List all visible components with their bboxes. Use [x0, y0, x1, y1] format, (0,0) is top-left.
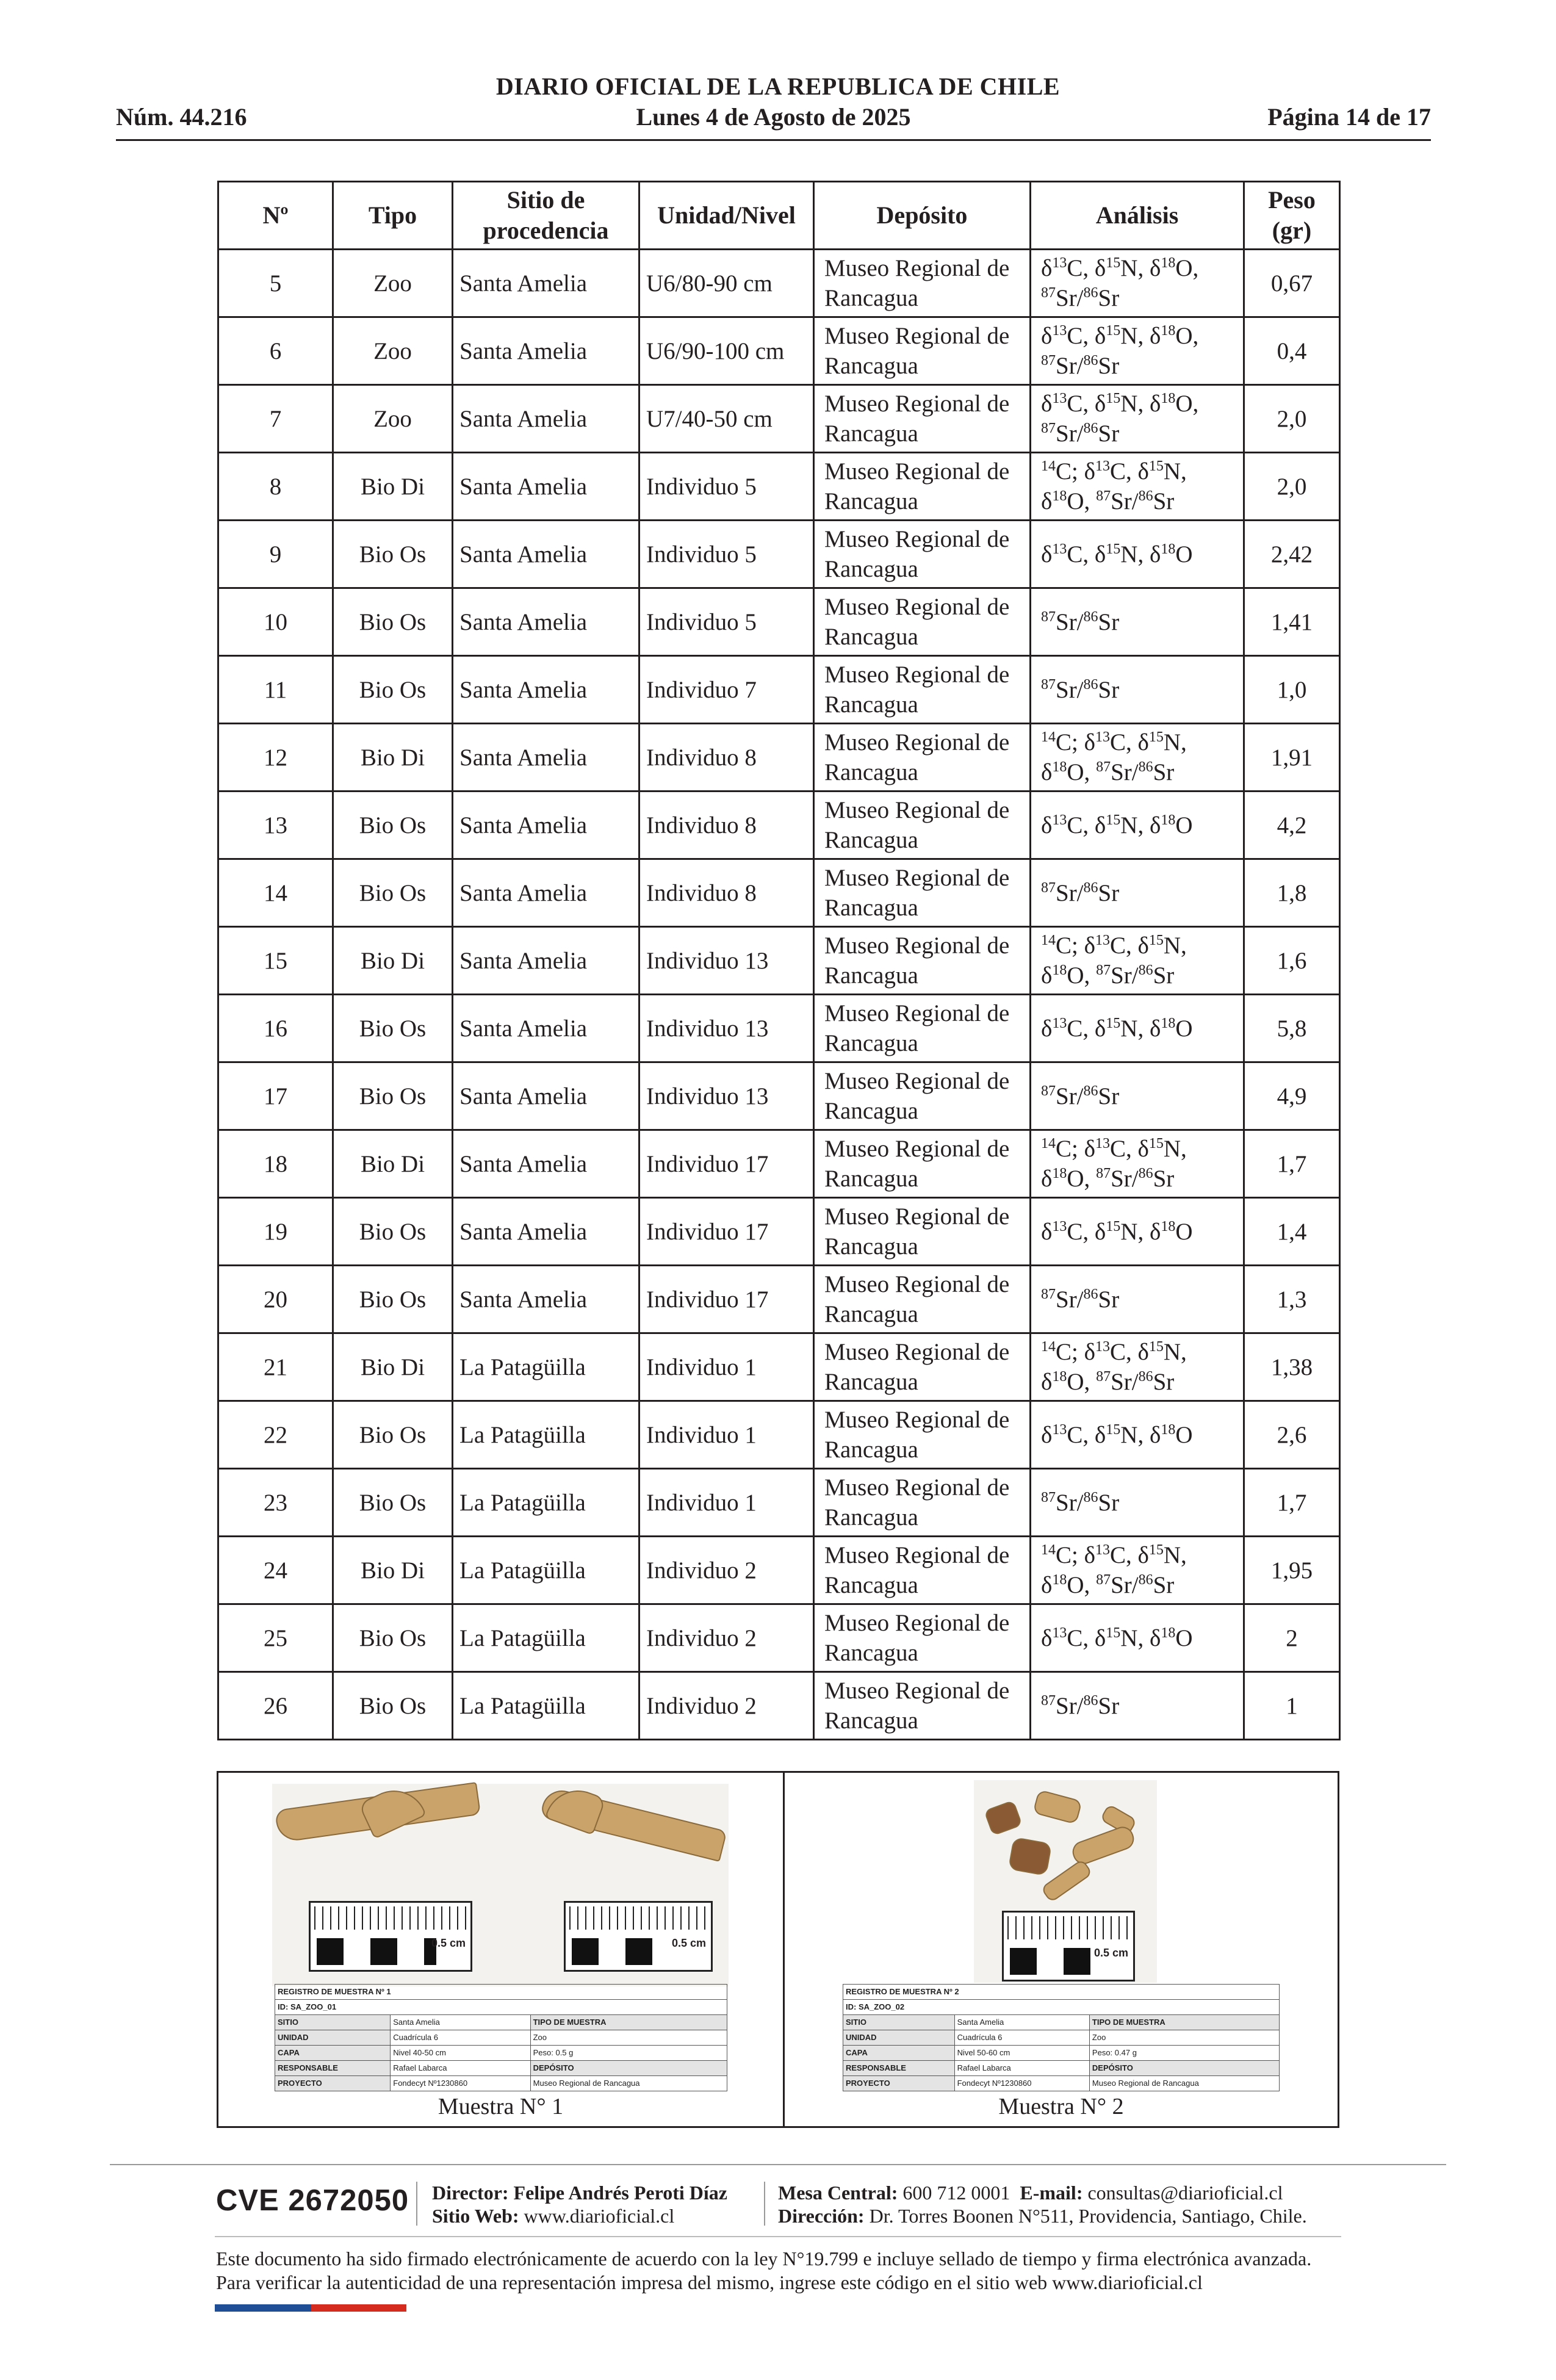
col-header-n: Nº [218, 182, 333, 250]
register-key: TIPO DE MUESTRA [530, 2015, 727, 2030]
register-key: DEPÓSITO [530, 2061, 727, 2076]
sample-photos [217, 1771, 1339, 2128]
sample-photo-2 [974, 1780, 1157, 1983]
cell-sitio: Santa Amelia [453, 927, 639, 995]
cell-unidad: Individuo 8 [639, 724, 814, 792]
website-link[interactable]: www.diarioficial.cl [524, 2205, 675, 2227]
register-value: Santa Amelia [391, 2015, 530, 2030]
table-row [218, 1130, 1340, 1198]
register-key: SITIO [275, 2015, 391, 2030]
table-row [218, 1537, 1340, 1604]
phone-number: 600 712 0001 [902, 2182, 1010, 2204]
cell-analisis: $\delta^{13}C$, $\delta^{15}N$, $\delta^{18}O$, $^{87}$Sr/$^{86}$Sr [1031, 317, 1244, 385]
cell-analisis: $^{87}$Sr/$^{86}$Sr [1031, 859, 1244, 927]
cell-unidad: Individuo 2 [639, 1604, 814, 1672]
cell-n: 25 [218, 1604, 333, 1672]
cell-deposito: Museo Regional de Rancagua [814, 859, 1031, 927]
address-value: Dr. Torres Boonen N°511, Providencia, Santiago, Chile. [869, 2205, 1307, 2227]
cell-sitio: Santa Amelia [453, 521, 639, 588]
register-value: Zoo [530, 2030, 727, 2046]
director-label: Director: [432, 2182, 509, 2204]
cell-analisis: $^{14}$C; $\delta^{13}C$, $\delta^{15}N$, $\delta^{18}O$, $^{87}$Sr/$^{86}$Sr [1031, 1333, 1244, 1401]
cell-n: 18 [218, 1130, 333, 1198]
cell-analisis: $\delta^{13}C$, $\delta^{15}N$, $\delta^{18}O$ [1031, 995, 1244, 1062]
table-row [218, 792, 1340, 859]
cell-deposito: Museo Regional de Rancagua [814, 521, 1031, 588]
cell-tipo: Bio Os [333, 1062, 453, 1130]
cell-peso: 1,7 [1244, 1469, 1340, 1537]
cell-tipo: Bio Os [333, 859, 453, 927]
cell-tipo: Bio Os [333, 1469, 453, 1537]
cell-n: 7 [218, 385, 333, 453]
cell-peso: 2,42 [1244, 521, 1340, 588]
table-row [218, 859, 1340, 927]
cell-sitio: Santa Amelia [453, 317, 639, 385]
cell-peso: 0,67 [1244, 250, 1340, 317]
cell-n: 8 [218, 453, 333, 521]
register-key: PROYECTO [843, 2076, 955, 2091]
cell-tipo: Bio Di [333, 1333, 453, 1401]
cell-analisis: $\delta^{13}C$, $\delta^{15}N$, $\delta^{18}O$, $^{87}$Sr/$^{86}$Sr [1031, 385, 1244, 453]
table-row [218, 656, 1340, 724]
cell-unidad: Individuo 8 [639, 792, 814, 859]
register-key: RESPONSABLE [843, 2061, 955, 2076]
sample-register-1 [275, 1984, 727, 2091]
cell-unidad: U7/40-50 cm [639, 385, 814, 453]
col-header-sitio: Sitio de procedencia [453, 182, 639, 250]
register-key: CAPA [275, 2046, 391, 2061]
cell-deposito: Museo Regional de Rancagua [814, 588, 1031, 656]
address-line [778, 2204, 1307, 2227]
cell-unidad: U6/80-90 cm [639, 250, 814, 317]
cell-analisis: $^{87}$Sr/$^{86}$Sr [1031, 588, 1244, 656]
footer-separator [416, 2182, 417, 2226]
cell-analisis: $\delta^{13}C$, $\delta^{15}N$, $\delta^{18}O$, $^{87}$Sr/$^{86}$Sr [1031, 250, 1244, 317]
sample-caption-1: Muestra N° 1 [438, 2094, 564, 2119]
table-row [218, 1401, 1340, 1469]
cell-sitio: La Patagüilla [453, 1604, 639, 1672]
cell-n: 5 [218, 250, 333, 317]
table-row [218, 453, 1340, 521]
cell-peso: 4,9 [1244, 1062, 1340, 1130]
cell-analisis: $\delta^{13}C$, $\delta^{15}N$, $\delta^{18}O$ [1031, 1604, 1244, 1672]
cell-unidad: Individuo 7 [639, 656, 814, 724]
cell-deposito: Museo Regional de Rancagua [814, 995, 1031, 1062]
col-header-tipo: Tipo [333, 182, 453, 250]
cell-n: 15 [218, 927, 333, 995]
cell-n: 12 [218, 724, 333, 792]
issue-number: Núm. 44.216 [116, 103, 247, 131]
cell-peso: 1,95 [1244, 1537, 1340, 1604]
cell-analisis: $\delta^{13}C$, $\delta^{15}N$, $\delta^{18}O$ [1031, 1401, 1244, 1469]
cell-n: 14 [218, 859, 333, 927]
cell-sitio: Santa Amelia [453, 792, 639, 859]
register-title: REGISTRO DE MUESTRA Nº 1 [275, 1985, 727, 2000]
cell-sitio: Santa Amelia [453, 250, 639, 317]
cell-tipo: Bio Os [333, 521, 453, 588]
flag-bar-blue [215, 2304, 311, 2312]
cell-n: 11 [218, 656, 333, 724]
cell-tipo: Zoo [333, 250, 453, 317]
samples-table [217, 181, 1341, 1740]
register-value: Fondecyt Nº1230860 [954, 2076, 1089, 2091]
cell-n: 22 [218, 1401, 333, 1469]
cell-tipo: Zoo [333, 385, 453, 453]
cell-unidad: Individuo 1 [639, 1333, 814, 1401]
cell-sitio: Santa Amelia [453, 1266, 639, 1333]
table-row [218, 385, 1340, 453]
cell-unidad: Individuo 13 [639, 1062, 814, 1130]
cell-tipo: Bio Os [333, 1266, 453, 1333]
cell-tipo: Bio Di [333, 927, 453, 995]
cell-analisis: $^{87}$Sr/$^{86}$Sr [1031, 1266, 1244, 1333]
bone-fragment [1008, 1837, 1052, 1876]
director-name: Felipe Andrés Peroti Díaz [513, 2182, 727, 2204]
table-row [218, 317, 1340, 385]
cell-peso: 1,91 [1244, 724, 1340, 792]
cell-n: 10 [218, 588, 333, 656]
cell-deposito: Museo Regional de Rancagua [814, 1469, 1031, 1537]
cell-analisis: $^{87}$Sr/$^{86}$Sr [1031, 1062, 1244, 1130]
cve-code: CVE 2672050 [216, 2184, 409, 2217]
cell-n: 26 [218, 1672, 333, 1740]
cell-tipo: Bio Os [333, 995, 453, 1062]
cell-n: 13 [218, 792, 333, 859]
footer-rule [110, 2164, 1446, 2165]
cell-n: 19 [218, 1198, 333, 1266]
legal-notice: Este documento ha sido firmado electrónicamente de acuerdo con la ley N°19.799 e incluye sellado de tiempo y firma electrónica avanzada. Para verificar la autenticidad de una representación impresa del mismo, ingrese este código en el sitio web www.diarioficial.cl [216, 2248, 1312, 2293]
cell-sitio: Santa Amelia [453, 995, 639, 1062]
sample-caption-2: Muestra N° 2 [998, 2094, 1124, 2119]
cell-deposito: Museo Regional de Rancagua [814, 1333, 1031, 1401]
cell-unidad: Individuo 17 [639, 1130, 814, 1198]
cell-analisis: $^{14}$C; $\delta^{13}C$, $\delta^{15}N$, $\delta^{18}O$, $^{87}$Sr/$^{86}$Sr [1031, 453, 1244, 521]
cell-deposito: Museo Regional de Rancagua [814, 656, 1031, 724]
cell-tipo: Zoo [333, 317, 453, 385]
cell-deposito: Museo Regional de Rancagua [814, 1672, 1031, 1740]
cell-n: 16 [218, 995, 333, 1062]
cell-sitio: La Patagüilla [453, 1401, 639, 1469]
cell-tipo: Bio Di [333, 1130, 453, 1198]
cell-unidad: Individuo 1 [639, 1401, 814, 1469]
page-number: Página 14 de 17 [1267, 103, 1431, 131]
cell-analisis: $\delta^{13}C$, $\delta^{15}N$, $\delta^{18}O$ [1031, 1198, 1244, 1266]
cell-analisis: $^{87}$Sr/$^{86}$Sr [1031, 1469, 1244, 1537]
cell-sitio: Santa Amelia [453, 656, 639, 724]
cell-sitio: Santa Amelia [453, 724, 639, 792]
cell-analisis: $^{14}$C; $\delta^{13}C$, $\delta^{15}N$, $\delta^{18}O$, $^{87}$Sr/$^{86}$Sr [1031, 927, 1244, 995]
register-id: ID: SA_ZOO_02 [843, 2000, 1280, 2015]
cell-unidad: Individuo 17 [639, 1266, 814, 1333]
cell-deposito: Museo Regional de Rancagua [814, 453, 1031, 521]
register-value: Santa Amelia [954, 2015, 1089, 2030]
register-id: ID: SA_ZOO_01 [275, 2000, 727, 2015]
cell-unidad: Individuo 13 [639, 927, 814, 995]
email-label: E-mail: [1020, 2182, 1083, 2204]
cell-unidad: Individuo 13 [639, 995, 814, 1062]
table-row [218, 588, 1340, 656]
cell-deposito: Museo Regional de Rancagua [814, 317, 1031, 385]
cell-tipo: Bio Os [333, 1401, 453, 1469]
table-header-row [218, 182, 1340, 250]
cell-unidad: Individuo 2 [639, 1672, 814, 1740]
register-value: Zoo [1089, 2030, 1279, 2046]
cell-tipo: Bio Os [333, 588, 453, 656]
cell-peso: 2,0 [1244, 453, 1340, 521]
col-header-deposito: Depósito [814, 182, 1031, 250]
table-row [218, 995, 1340, 1062]
cell-sitio: Santa Amelia [453, 588, 639, 656]
header-row [116, 103, 1431, 137]
cell-deposito: Museo Regional de Rancagua [814, 1537, 1031, 1604]
bone-fragment [984, 1800, 1023, 1836]
cell-sitio: Santa Amelia [453, 1062, 639, 1130]
scale-bar-right [564, 1901, 713, 1972]
cell-peso: 2,0 [1244, 385, 1340, 453]
table-body [218, 250, 1340, 1740]
cell-peso: 1,4 [1244, 1198, 1340, 1266]
cell-unidad: Individuo 1 [639, 1469, 814, 1537]
table-row [218, 250, 1340, 317]
cell-tipo: Bio Os [333, 1604, 453, 1672]
cell-unidad: Individuo 17 [639, 1198, 814, 1266]
register-key: TIPO DE MUESTRA [1089, 2015, 1279, 2030]
cell-peso: 1,7 [1244, 1130, 1340, 1198]
cell-deposito: Museo Regional de Rancagua [814, 792, 1031, 859]
cell-sitio: La Patagüilla [453, 1672, 639, 1740]
table-row [218, 724, 1340, 792]
cell-sitio: La Patagüilla [453, 1537, 639, 1604]
cell-deposito: Museo Regional de Rancagua [814, 1266, 1031, 1333]
cell-unidad: Individuo 5 [639, 453, 814, 521]
table-row [218, 1266, 1340, 1333]
sample-panel-2 [785, 1773, 1338, 2126]
cell-deposito: Museo Regional de Rancagua [814, 1604, 1031, 1672]
register-value: Museo Regional de Rancagua [530, 2076, 727, 2091]
footer-rule-2 [215, 2236, 1341, 2237]
table-row [218, 1333, 1340, 1401]
address-label: Dirección: [778, 2205, 865, 2227]
cell-tipo: Bio Di [333, 724, 453, 792]
scale-label: 0.5 cm [431, 1937, 466, 1949]
cell-analisis: $^{87}$Sr/$^{86}$Sr [1031, 1672, 1244, 1740]
bone-fragment [1032, 1789, 1082, 1825]
cell-deposito: Museo Regional de Rancagua [814, 724, 1031, 792]
cell-sitio: La Patagüilla [453, 1333, 639, 1401]
cell-tipo: Bio Di [333, 1537, 453, 1604]
scale-label: 0.5 cm [671, 1937, 706, 1949]
director-line [432, 2181, 727, 2204]
cell-n: 6 [218, 317, 333, 385]
cell-n: 23 [218, 1469, 333, 1537]
cell-unidad: Individuo 2 [639, 1537, 814, 1604]
cell-tipo: Bio Os [333, 792, 453, 859]
register-value: Cuadrícula 6 [391, 2030, 530, 2046]
cell-sitio: Santa Amelia [453, 385, 639, 453]
col-header-unidad: Unidad/Nivel [639, 182, 814, 250]
cell-peso: 1,6 [1244, 927, 1340, 995]
cell-deposito: Museo Regional de Rancagua [814, 250, 1031, 317]
register-value: Cuadrícula 6 [954, 2030, 1089, 2046]
cell-analisis: $^{14}$C; $\delta^{13}C$, $\delta^{15}N$, $\delta^{18}O$, $^{87}$Sr/$^{86}$Sr [1031, 1537, 1244, 1604]
table-row [218, 1062, 1340, 1130]
cell-sitio: Santa Amelia [453, 859, 639, 927]
register-value: Rafael Labarca [391, 2061, 530, 2076]
cell-deposito: Museo Regional de Rancagua [814, 385, 1031, 453]
cell-peso: 2 [1244, 1604, 1340, 1672]
register-value: Peso: 0.5 g [530, 2046, 727, 2061]
register-value: Nivel 40-50 cm [391, 2046, 530, 2061]
table-row [218, 521, 1340, 588]
cell-peso: 1,38 [1244, 1333, 1340, 1401]
cell-unidad: U6/90-100 cm [639, 317, 814, 385]
register-key: RESPONSABLE [275, 2061, 391, 2076]
issue-date: Lunes 4 de Agosto de 2025 [636, 103, 911, 131]
cell-peso: 1,3 [1244, 1266, 1340, 1333]
cell-sitio: Santa Amelia [453, 453, 639, 521]
cell-deposito: Museo Regional de Rancagua [814, 1062, 1031, 1130]
cell-analisis: $^{14}$C; $\delta^{13}C$, $\delta^{15}N$, $\delta^{18}O$, $^{87}$Sr/$^{86}$Sr [1031, 1130, 1244, 1198]
cell-deposito: Museo Regional de Rancagua [814, 1401, 1031, 1469]
register-key: UNIDAD [843, 2030, 955, 2046]
cell-deposito: Museo Regional de Rancagua [814, 927, 1031, 995]
col-header-analisis: Análisis [1031, 182, 1244, 250]
cell-analisis: $^{14}$C; $\delta^{13}C$, $\delta^{15}N$, $\delta^{18}O$, $^{87}$Sr/$^{86}$Sr [1031, 724, 1244, 792]
cell-n: 17 [218, 1062, 333, 1130]
cell-peso: 0,4 [1244, 317, 1340, 385]
cell-n: 9 [218, 521, 333, 588]
sample-register-2 [843, 1984, 1280, 2091]
register-value: Peso: 0.47 g [1089, 2046, 1279, 2061]
cell-tipo: Bio Os [333, 1672, 453, 1740]
email-link[interactable]: consultas@diarioficial.cl [1087, 2182, 1283, 2204]
cell-unidad: Individuo 5 [639, 521, 814, 588]
phone-label: Mesa Central: [778, 2182, 898, 2204]
register-title: REGISTRO DE MUESTRA Nº 2 [843, 1985, 1280, 2000]
cell-sitio: Santa Amelia [453, 1130, 639, 1198]
sample-photo-1 [272, 1784, 729, 1986]
website-line [432, 2204, 674, 2227]
cell-analisis: $\delta^{13}C$, $\delta^{15}N$, $\delta^{18}O$ [1031, 521, 1244, 588]
footer-separator [764, 2182, 765, 2226]
cell-tipo: Bio Os [333, 1198, 453, 1266]
register-key: PROYECTO [275, 2076, 391, 2091]
cell-peso: 5,8 [1244, 995, 1340, 1062]
scale-bar [1002, 1911, 1135, 1982]
cell-tipo: Bio Di [333, 453, 453, 521]
newspaper-title: DIARIO OFICIAL DE LA REPUBLICA DE CHILE [495, 73, 1061, 100]
cell-peso: 4,2 [1244, 792, 1340, 859]
cell-sitio: Santa Amelia [453, 1198, 639, 1266]
table-row [218, 927, 1340, 995]
sample-panel-1 [218, 1773, 783, 2126]
cell-analisis: $^{87}$Sr/$^{86}$Sr [1031, 656, 1244, 724]
cell-n: 20 [218, 1266, 333, 1333]
register-key: DEPÓSITO [1089, 2061, 1279, 2076]
register-key: UNIDAD [275, 2030, 391, 2046]
table-row [218, 1198, 1340, 1266]
header-rule [116, 139, 1431, 141]
register-value: Museo Regional de Rancagua [1089, 2076, 1279, 2091]
table-row [218, 1672, 1340, 1740]
register-key: CAPA [843, 2046, 955, 2061]
cell-peso: 1 [1244, 1672, 1340, 1740]
cell-deposito: Museo Regional de Rancagua [814, 1198, 1031, 1266]
scale-bar-left [309, 1901, 472, 1972]
cell-peso: 1,8 [1244, 859, 1340, 927]
cell-peso: 2,6 [1244, 1401, 1340, 1469]
cell-sitio: La Patagüilla [453, 1469, 639, 1537]
scale-label: 0.5 cm [1093, 1947, 1128, 1959]
col-header-peso: Peso (gr) [1244, 182, 1340, 250]
cell-n: 24 [218, 1537, 333, 1604]
website-label: Sitio Web: [432, 2205, 519, 2227]
cell-deposito: Museo Regional de Rancagua [814, 1130, 1031, 1198]
cell-peso: 1,41 [1244, 588, 1340, 656]
register-key: SITIO [843, 2015, 955, 2030]
cell-unidad: Individuo 5 [639, 588, 814, 656]
cell-analisis: $\delta^{13}C$, $\delta^{15}N$, $\delta^{18}O$ [1031, 792, 1244, 859]
register-value: Rafael Labarca [954, 2061, 1089, 2076]
register-value: Nivel 50-60 cm [954, 2046, 1089, 2061]
cell-n: 21 [218, 1333, 333, 1401]
table-row [218, 1604, 1340, 1672]
flag-bar-red [311, 2304, 406, 2312]
contact-line [778, 2181, 1283, 2204]
cell-tipo: Bio Os [333, 656, 453, 724]
register-value: Fondecyt Nº1230860 [391, 2076, 530, 2091]
cell-unidad: Individuo 8 [639, 859, 814, 927]
cell-peso: 1,0 [1244, 656, 1340, 724]
table-row [218, 1469, 1340, 1537]
